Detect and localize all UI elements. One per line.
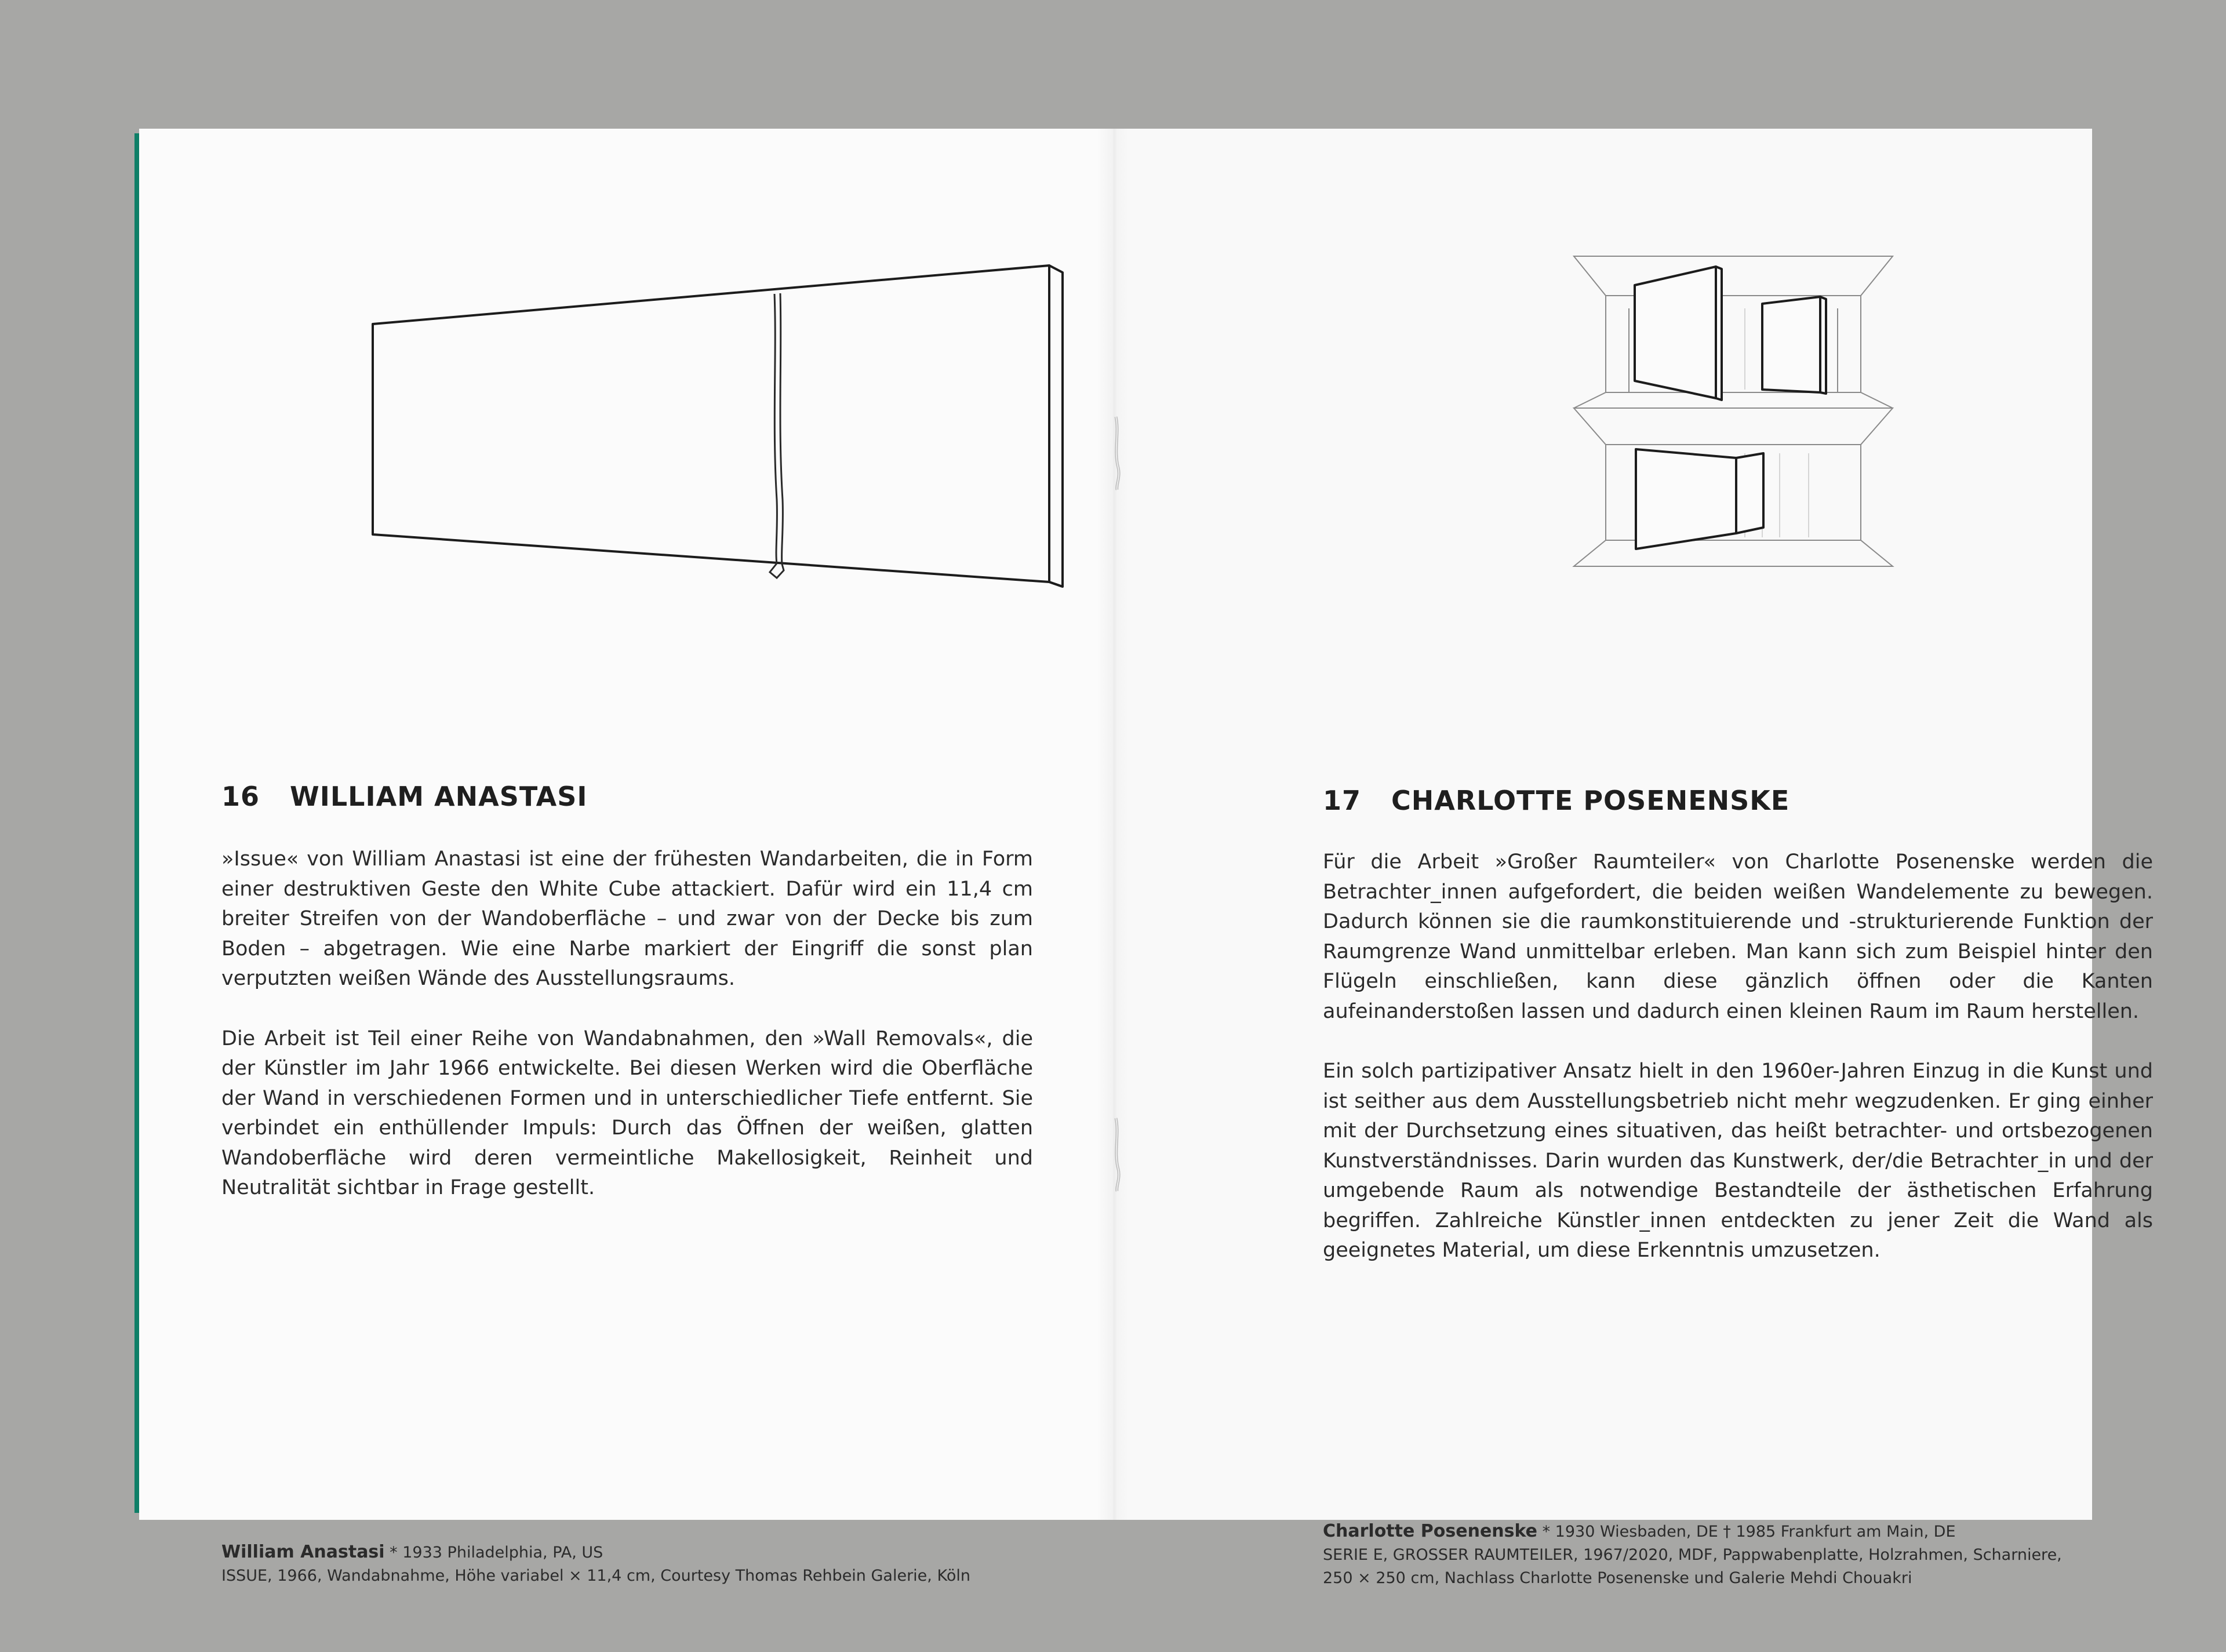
left-page — [139, 129, 1114, 1585]
right-credit — [1323, 1520, 2062, 1590]
credit-artist: William Anastasi — [221, 1542, 385, 1562]
credit-work: SERIE E, GROSSER RAUMTEILER, 1967/2020, MDF, Pappwabenplatte, Holzrahmen, Scharniere, — [1323, 1546, 2062, 1564]
room-divider-drawing — [1571, 250, 1896, 575]
right-body-text — [1323, 847, 2153, 1296]
credit-bio: * 1933 Philadelphia, PA, US — [390, 1544, 603, 1562]
paragraph: Für die Arbeit »Großer Raumteiler« von Charlotte Posenenske werden die Betrachter_innen aufgefordert, die beiden weißen Wandelemente zu bewegen. Dadurch können sie die raumkonstituierende und -strukturierende Funktion der Raumgrenze Wand unmittelbar erleben. Man kann sich zum Beispiel hinter den Flügeln einschließen, kann diese gänzlich öffnen oder die Kanten aufeinanderstoßen lassen und dadurch einen kleinen Raum im Raum herstellen. — [1323, 850, 2153, 1023]
staple-bottom — [1111, 1117, 1124, 1192]
credit-work: ISSUE, 1966, Wandabnahme, Höhe variabel × 11,4 cm, Courtesy Thomas Rehbein Galerie, Köln — [221, 1567, 970, 1585]
booklet-spread — [134, 129, 2153, 1587]
credit-work: 250 × 250 cm, Nachlass Charlotte Posenenske und Galerie Mehdi Chouakri — [1323, 1569, 1912, 1587]
section-title: WILLIAM ANASTASI — [290, 781, 588, 812]
paragraph: »Issue« von William Anastasi ist eine der frühesten Wandarbeiten, die in Form einer destruktiven Geste den White Cube attackiert. Dafür wird ein 11,4 cm breiter Streifen von der Wandoberfläche – und zwar von der Decke bis zum Boden – abgetragen. Wie eine Narbe markiert der Eingriff die sonst plan verputzten weißen Wände des Ausstellungsraums. — [221, 847, 1033, 990]
paragraph: Die Arbeit ist Teil einer Reihe von Wandabnahmen, den »Wall Removals«, die der Künstler im Jahr 1966 entwickelte. Bei diesen Werken wird die Oberfläche der Wand in verschiedenen Formen und in unterschiedlicher Tiefe entfernt. Sie verbindet ein enthüllender Impuls: Durch das Öffnen der weißen, glatten Wandoberfläche wird deren vermeintliche Makellosigkeit, Reinheit und Neutralität sichtbar in Frage gestellt. — [221, 1027, 1033, 1199]
credit-artist: Charlotte Posenenske — [1323, 1521, 1537, 1541]
paragraph: Ein solch partizipativer Ansatz hielt in den 1960er-Jahren Einzug in die Kunst und ist seither aus dem Ausstellungsbetrieb nicht mehr wegzudenken. Er ging einher mit der Durchsetzung eines situativen, das heißt betrachter- und ortsbezogenen Kunstverständnisses. Darin wurden das Kunstwerk, der/die Betrachter_in und der umgebende Raum als notwendige Bestandteile der ästhetischen Erfahrung begriffen. Zahlreiche Künstler_innen entdeckten zu jener Zeit die Wand als geeignetes Material, um diese Erkenntnis umzusetzen. — [1323, 1060, 2153, 1262]
section-title: CHARLOTTE POSENENSKE — [1391, 785, 1790, 816]
section-number: 16 — [221, 781, 260, 812]
section-heading-17 — [1323, 785, 1789, 816]
credit-bio: * 1930 Wiesbaden, DE † 1985 Frankfurt am Main, DE — [1542, 1523, 1956, 1541]
left-body-text — [221, 845, 1033, 1233]
right-page — [1113, 129, 2153, 1587]
section-number: 17 — [1323, 785, 1362, 816]
wall-removal-drawing — [371, 262, 1067, 720]
staple-top — [1111, 416, 1124, 491]
section-heading-16 — [221, 781, 587, 812]
left-credit — [221, 1541, 970, 1588]
